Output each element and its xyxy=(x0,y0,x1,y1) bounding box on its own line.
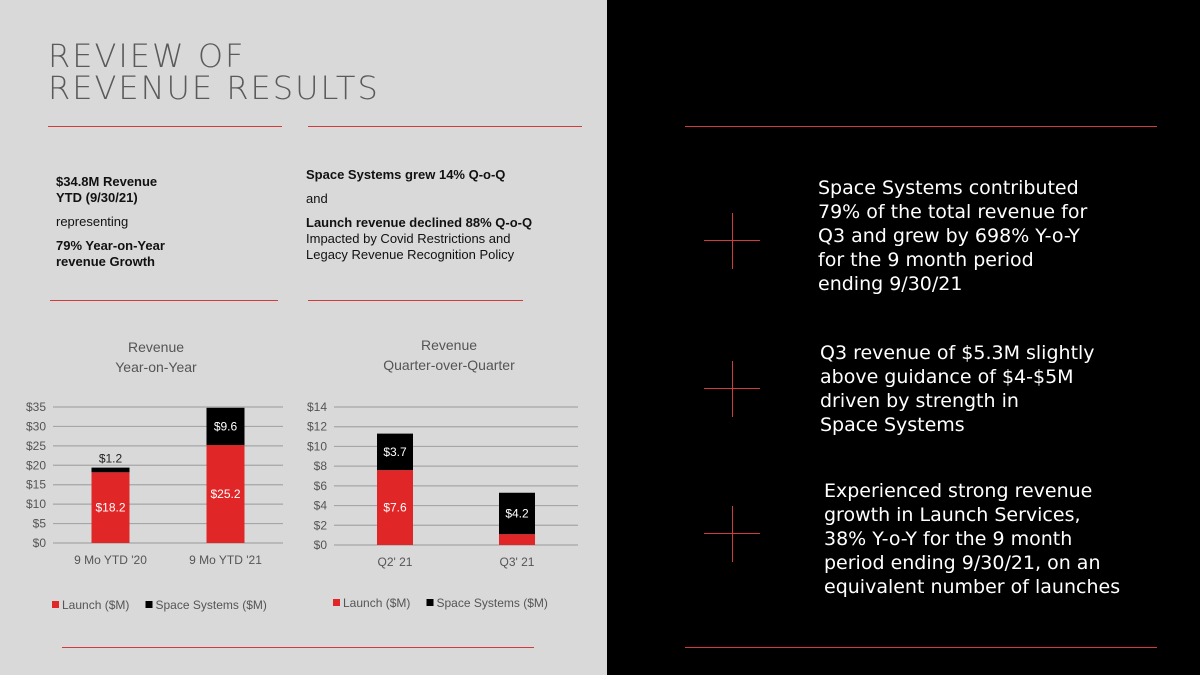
highlight-line: equivalent number of launches xyxy=(824,576,1121,598)
chart-title-qoq xyxy=(350,335,548,375)
bar-launch xyxy=(499,534,535,545)
divider xyxy=(48,126,282,127)
highlight-line: Q3 revenue of $5.3M slightly xyxy=(820,342,1095,364)
highlight-line: driven by strength in xyxy=(820,390,1019,412)
highlight-1 xyxy=(818,176,1087,296)
ytd-summary xyxy=(56,174,286,270)
chart-title-line-1: Revenue xyxy=(420,337,478,353)
highlight-line: 38% Y-o-Y for the 9 month xyxy=(824,528,1073,550)
highlight-3 xyxy=(824,479,1120,599)
right-panel xyxy=(607,0,1200,675)
y-tick-label: $6 xyxy=(313,478,327,493)
bar-space-systems xyxy=(92,468,130,473)
title-line-2: REVENUE RESULTS xyxy=(48,69,380,107)
divider xyxy=(308,300,523,301)
space-systems-growth: Space Systems grew 14% Q-o-Q xyxy=(306,167,506,182)
page-title xyxy=(48,37,380,107)
y-tick-label: $25 xyxy=(25,438,46,453)
chart-title-line-2: Year-on-Year xyxy=(115,359,197,375)
data-label: $25.2 xyxy=(210,487,241,502)
y-tick-label: $14 xyxy=(306,400,327,414)
y-tick-label: $2 xyxy=(313,518,327,533)
legend-swatch xyxy=(52,601,59,608)
highlight-line: Space Systems xyxy=(820,414,965,436)
chart-title-line-1: Revenue xyxy=(127,339,185,355)
y-tick-label: $35 xyxy=(25,400,46,414)
y-tick-label: $10 xyxy=(306,439,327,454)
title-line-1: REVIEW OF xyxy=(48,37,246,75)
highlight-line: Experienced strong revenue xyxy=(824,480,1093,502)
chart-title-yoy xyxy=(70,337,242,377)
representing-text: representing xyxy=(56,214,129,229)
divider xyxy=(685,126,1157,127)
data-label: $18.2 xyxy=(95,500,126,515)
qoq-bar-chart xyxy=(290,395,590,625)
x-tick-label: Q3' 21 xyxy=(499,555,535,569)
divider xyxy=(62,647,534,648)
y-tick-label: $0 xyxy=(313,538,327,552)
ytd-revenue: $34.8M Revenue xyxy=(56,174,158,189)
highlight-line: for the 9 month period xyxy=(818,249,1034,271)
divider xyxy=(308,126,582,127)
legend-swatch xyxy=(146,601,153,608)
y-tick-label: $5 xyxy=(32,516,46,531)
highlight-line: ending 9/30/21 xyxy=(818,273,963,295)
divider xyxy=(50,300,278,301)
highlight-line: growth in Launch Services, xyxy=(824,504,1081,526)
y-tick-label: $4 xyxy=(313,498,327,513)
qoq-summary xyxy=(306,167,596,263)
y-tick-label: $10 xyxy=(25,497,46,512)
and-text: and xyxy=(306,191,328,206)
legend-label: Launch ($M) xyxy=(343,596,411,610)
y-tick-label: $15 xyxy=(25,477,46,492)
legend-swatch xyxy=(427,599,434,606)
impact-line-2: Legacy Revenue Recognition Policy xyxy=(306,247,515,262)
data-label: $9.6 xyxy=(213,419,238,434)
divider xyxy=(685,647,1157,648)
y-tick-label: $0 xyxy=(32,536,46,550)
highlight-line: Space Systems contributed xyxy=(818,177,1079,199)
data-label: $7.6 xyxy=(383,500,407,515)
legend-label: Space Systems ($M) xyxy=(436,596,548,610)
chart-title-line-2: Quarter-over-Quarter xyxy=(383,357,515,373)
plus-marker xyxy=(704,361,760,417)
x-tick-label: Q2' 21 xyxy=(377,555,413,569)
y-tick-label: $20 xyxy=(25,458,46,473)
plus-marker xyxy=(704,506,760,562)
highlight-2 xyxy=(820,341,1095,437)
highlight-line: Q3 and grew by 698% Y-o-Y xyxy=(818,225,1081,247)
legend-swatch xyxy=(333,599,340,606)
y-tick-label: $8 xyxy=(313,459,327,474)
launch-decline: Launch revenue declined 88% Q-o-Q xyxy=(306,215,533,230)
plus-marker xyxy=(704,213,760,269)
y-tick-label: $30 xyxy=(25,419,46,434)
impact-line-1: Impacted by Covid Restrictions and xyxy=(306,231,511,246)
y-tick-label: $12 xyxy=(306,419,327,434)
legend-label: Launch ($M) xyxy=(62,598,130,612)
legend-label: Space Systems ($M) xyxy=(155,598,267,612)
data-label: $4.2 xyxy=(505,506,529,521)
yoy-growth-label: revenue Growth xyxy=(56,254,155,269)
x-tick-label: 9 Mo YTD '20 xyxy=(74,553,147,567)
x-tick-label: 9 Mo YTD '21 xyxy=(189,553,262,567)
highlight-line: 79% of the total revenue for xyxy=(818,201,1088,223)
yoy-growth: 79% Year-on-Year xyxy=(56,238,165,253)
data-label: $1.2 xyxy=(98,451,123,466)
yoy-bar-chart xyxy=(0,395,300,625)
highlight-line: period ending 9/30/21, on an xyxy=(824,552,1101,574)
data-label: $3.7 xyxy=(383,444,407,459)
highlight-line: above guidance of $4-$5M xyxy=(820,366,1074,388)
ytd-period: YTD (9/30/21) xyxy=(56,190,138,205)
